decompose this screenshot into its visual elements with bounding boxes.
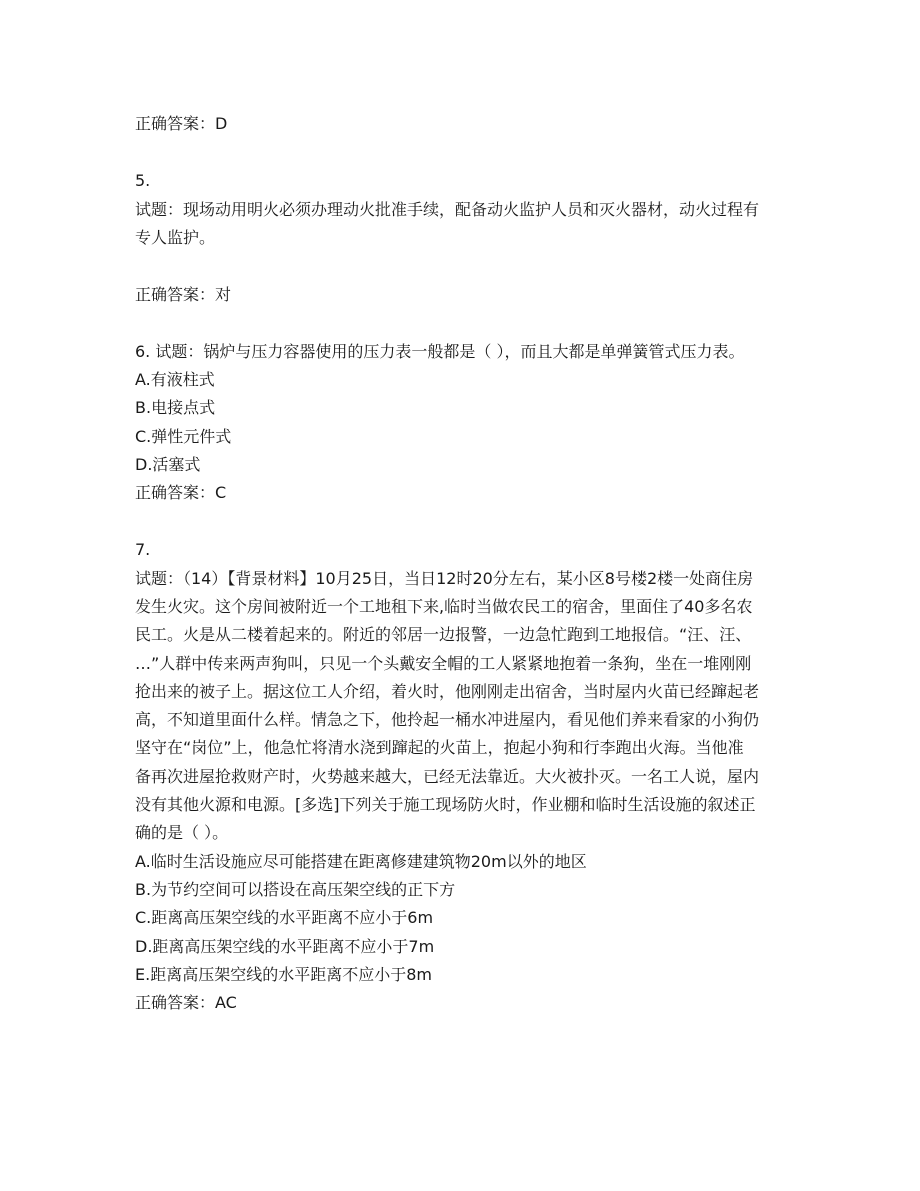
q7-stem-line: 坚守在“岗位”上，他急忙将清水浇到蹿起的火苗上，抱起小狗和行李跑出火海。当他准	[135, 738, 744, 757]
q5-answer: 正确答案：对	[135, 285, 232, 304]
q7-option-e: E.距离高压架空线的水平距离不应小于8m	[135, 965, 432, 984]
q6-stem: 6. 试题：锅炉与压力容器使用的压力表一般都是（ ），而且大都是单弹簧管式压力表。	[135, 342, 745, 361]
q7-option-d: D.距离高压架空线的水平距离不应小于7m	[135, 937, 435, 956]
q7-option-c: C.距离高压架空线的水平距离不应小于6m	[135, 908, 434, 927]
q6-option-b: B.电接点式	[135, 398, 216, 417]
q7-number: 7.	[135, 540, 151, 559]
q7-stem-line: 没有其他火源和电源。[多选]下列关于施工现场防火时，作业棚和临时生活设施的叙述正	[135, 795, 756, 814]
q6-option-c: C.弹性元件式	[135, 427, 232, 446]
q7-option-a: A.临时生活设施应尽可能搭建在距离修建建筑物20m以外的地区	[135, 852, 587, 871]
q7-stem-line: 民工。火是从二楼着起来的。附近的邻居一边报警，一边急忙跑到工地报信。“汪、汪、	[135, 625, 752, 644]
q6-option-d: D.活塞式	[135, 455, 201, 474]
q4-answer: 正确答案：D	[135, 114, 228, 133]
q7-answer: 正确答案：AC	[135, 993, 237, 1012]
q5-number: 5.	[135, 171, 151, 190]
q7-stem-line: 备再次进屋抢救财产时，火势越来越大，已经无法靠近。大火被扑灭。一名工人说，屋内	[135, 767, 760, 786]
q7-stem-line: 发生火灾。这个房间被附近一个工地租下来,临时当做农民工的宿舍，里面住了40多名农	[135, 597, 753, 616]
q5-stem-line-2: 专人监护。	[135, 228, 216, 247]
q7-stem-line: 高，不知道里面什么样。情急之下，他拎起一桶水冲进屋内，看见他们养来看家的小狗仍	[135, 710, 760, 729]
q5-stem-line-1: 试题：现场动用明火必须办理动火批准手续，配备动火监护人员和灭火器材，动火过程有	[135, 200, 760, 219]
q7-stem-line: 抢出来的被子上。据这位工人介绍，着火时，他刚刚走出宿舍，当时屋内火苗已经蹿起老	[135, 682, 760, 701]
q7-stem-line: …”人群中传来两声狗叫，只见一个头戴安全帽的工人紧紧地抱着一条狗，坐在一堆刚刚	[135, 654, 752, 673]
q6-answer: 正确答案：C	[135, 483, 227, 502]
q7-stem-line: 试题：（14）【背景材料】10月25日，当日12时20分左右，某小区8号楼2楼一处商住房	[135, 569, 754, 588]
q7-option-b: B.为节约空间可以搭设在高压架空线的正下方	[135, 880, 456, 899]
q6-option-a: A.有液柱式	[135, 370, 215, 389]
q7-stem-line: 确的是（ ）。	[135, 823, 229, 842]
